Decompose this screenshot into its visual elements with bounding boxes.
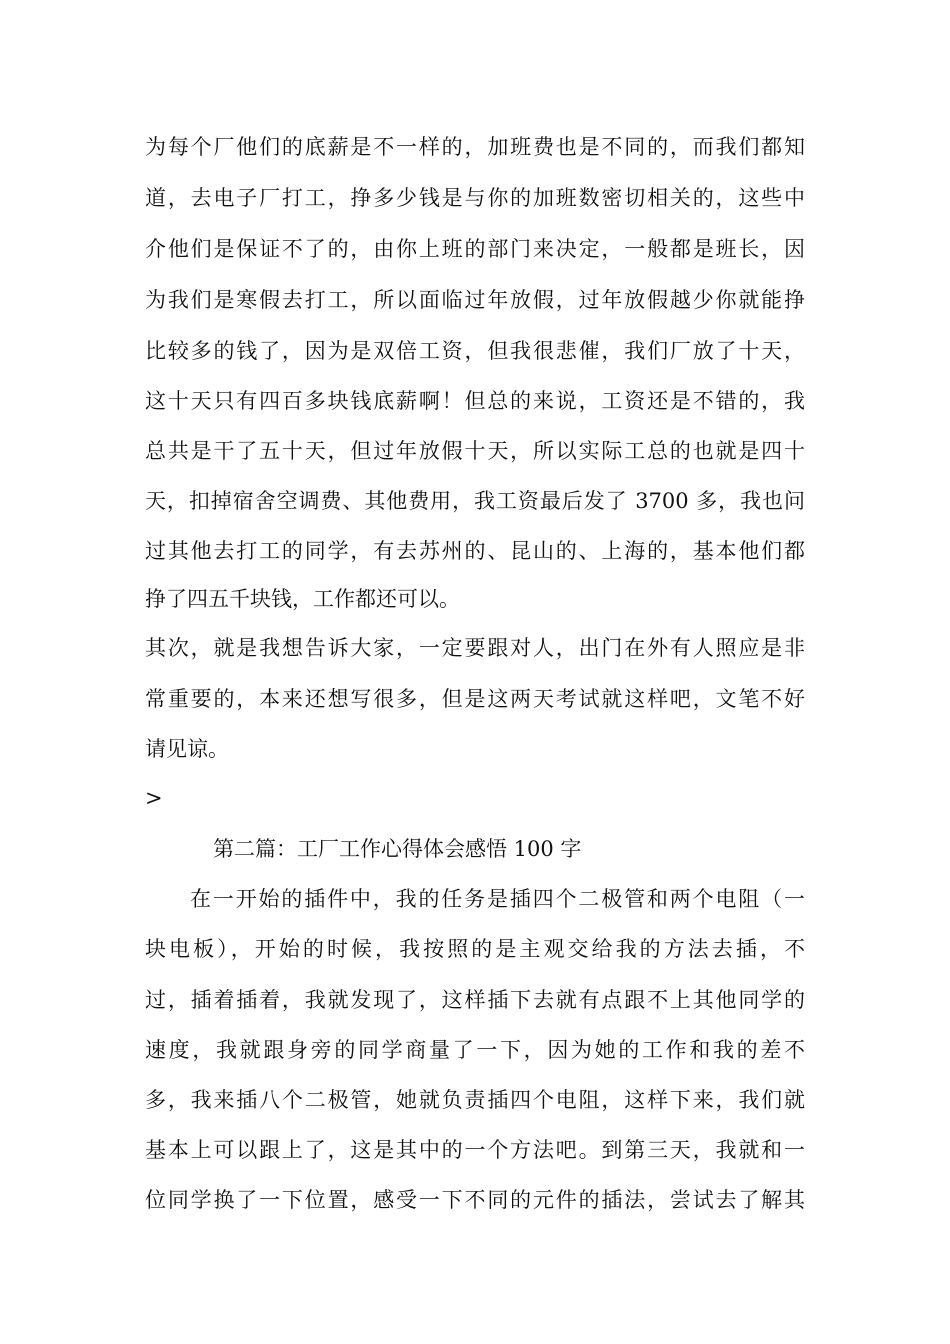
paragraph-line: 为我们是寒假去打工，所以面临过年放假，过年放假越少你就能挣 — [145, 288, 805, 312]
paragraph-line: 基本上可以跟上了，这是其中的一个方法吧。到第三天，我就和一 — [145, 1138, 805, 1162]
paragraph-line: 块电板），开始的时候，我按照的是主观交给我的方法去插，不 — [145, 937, 805, 961]
paragraph-line: 过，插着插着，我就发现了，这样插下去就有点跟不上其他同学的 — [145, 988, 805, 1012]
paragraph-line: 多，我来插八个二极管，她就负责插四个电阻，这样下来，我们就 — [145, 1088, 805, 1112]
paragraph-line: 总共是干了五十天，但过年放假十天，所以实际工总的也就是四十 — [145, 439, 805, 463]
paragraph-line: 为每个厂他们的底薪是不一样的，加班费也是不同的，而我们都知 — [145, 135, 805, 159]
section-heading: 第二篇：工厂工作心得体会感悟 100 字 — [213, 837, 582, 861]
paragraph-line: 位同学换了一下位置，感受一下不同的元件的插法，尝试去了解其 — [145, 1188, 805, 1212]
paragraph-line: 比较多的钱了，因为是双倍工资，但我很悲催，我们厂放了十天， — [145, 339, 805, 363]
paragraph-line: 道，去电子厂打工，挣多少钱是与你的加班数密切相关的，这些中 — [145, 186, 805, 210]
separator-mark: > — [145, 786, 163, 810]
paragraph-line: 这十天只有四百多块钱底薪啊！但总的来说，工资还是不错的，我 — [145, 389, 805, 413]
paragraph-line: 其次，就是我想告诉大家，一定要跟对人，出门在外有人照应是非 — [145, 636, 805, 660]
paragraph-line: 请见谅。 — [145, 737, 229, 761]
paragraph-line: 挣了四五千块钱，工作都还可以。 — [145, 587, 460, 611]
paragraph-line: 过其他去打工的同学，有去苏州的、昆山的、上海的，基本他们都 — [145, 539, 805, 563]
paragraph-line: 速度，我就跟身旁的同学商量了一下，因为她的工作和我的差不 — [145, 1038, 805, 1062]
paragraph-line: 在一开始的插件中，我的任务是插四个二极管和两个电阻（一 — [190, 887, 805, 911]
paragraph-line: 介他们是保证不了的，由你上班的部门来决定，一般都是班长，因 — [145, 237, 805, 261]
paragraph-line: 常重要的，本来还想写很多，但是这两天考试就这样吧，文笔不好 — [145, 687, 805, 711]
paragraph-line: 天，扣掉宿舍空调费、其他费用，我工资最后发了 3700 多，我也问 — [145, 489, 805, 513]
